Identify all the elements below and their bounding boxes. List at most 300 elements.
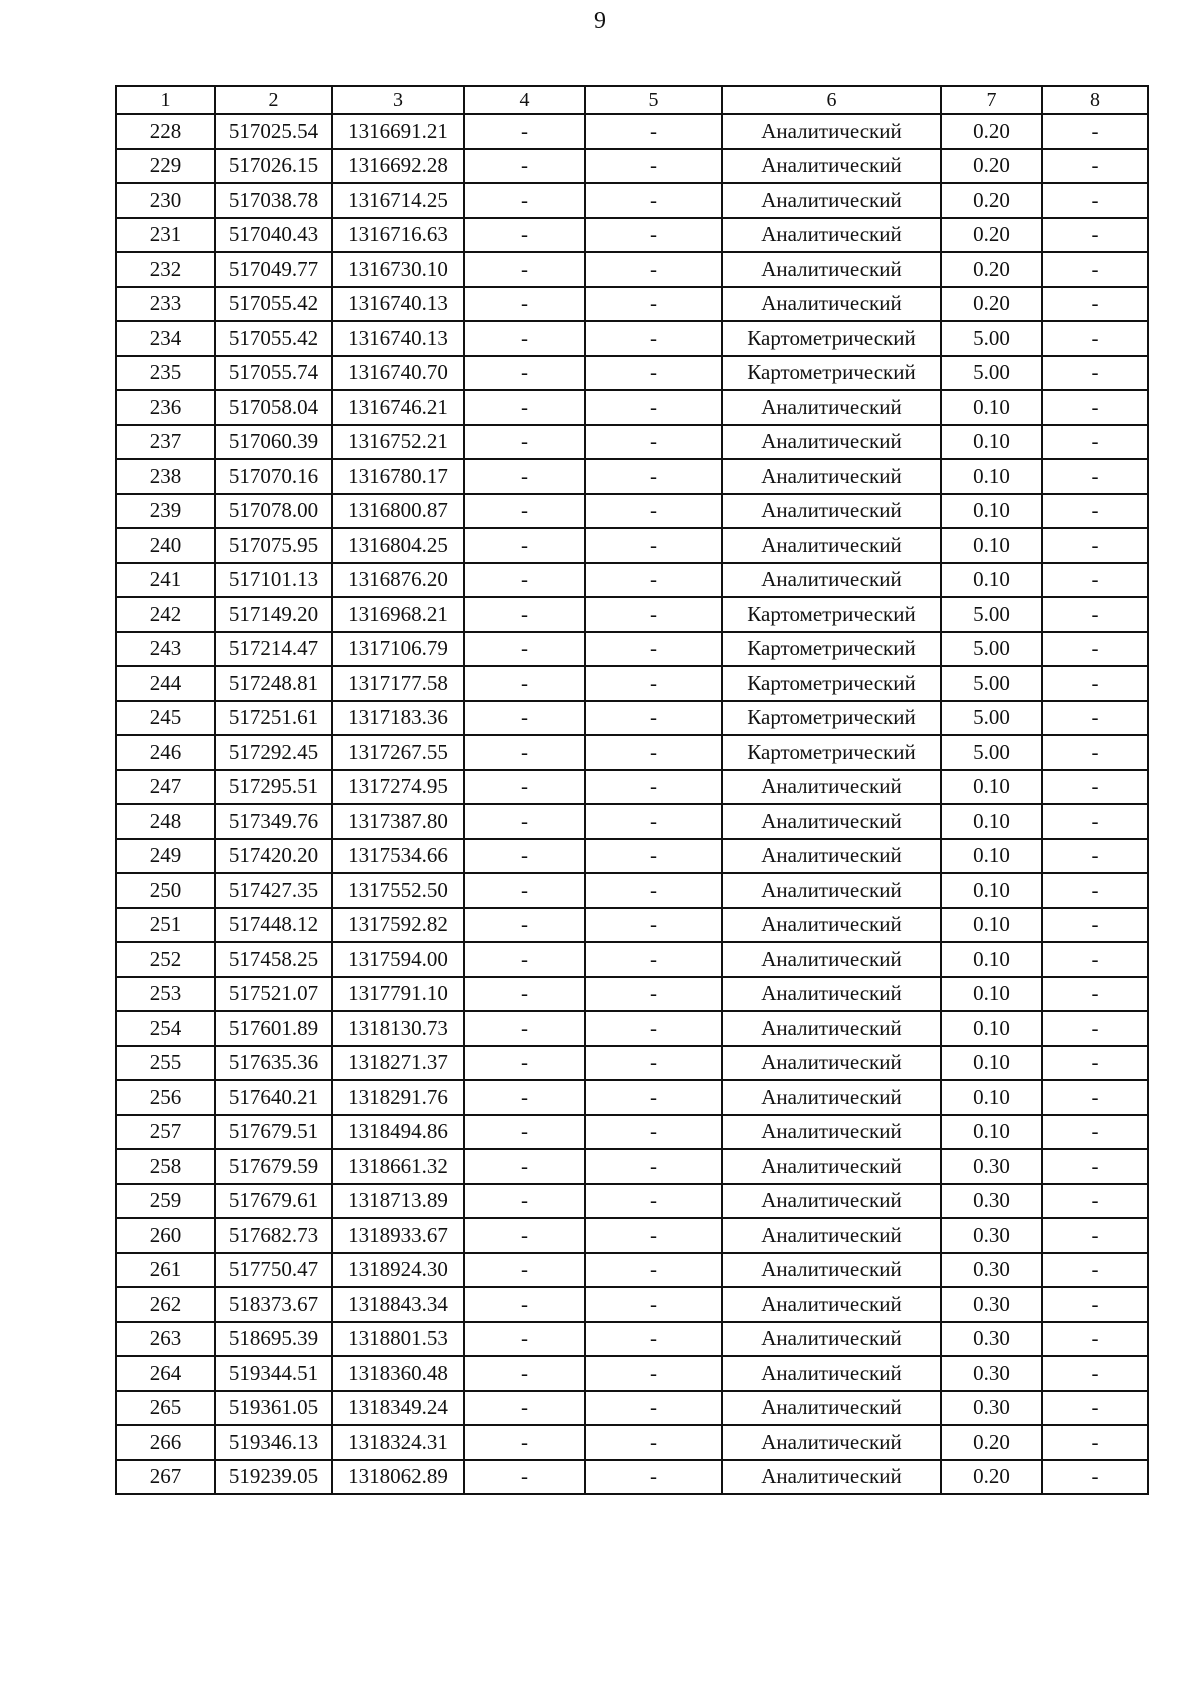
col-8-cell: - — [1042, 1391, 1148, 1426]
method-cell: Аналитический — [722, 218, 941, 253]
col-5-cell: - — [585, 666, 722, 701]
point-number-cell: 259 — [116, 1184, 215, 1219]
method-cell: Аналитический — [722, 1046, 941, 1081]
y-coordinate-cell: 1317387.80 — [332, 804, 464, 839]
method-cell: Картометрический — [722, 321, 941, 356]
accuracy-cell: 0.10 — [941, 908, 1042, 943]
col-8-cell: - — [1042, 908, 1148, 943]
col-8-cell: - — [1042, 494, 1148, 529]
point-number-cell: 265 — [116, 1391, 215, 1426]
x-coordinate-cell: 519344.51 — [215, 1356, 332, 1391]
header-row — [116, 86, 1148, 114]
point-number-cell: 264 — [116, 1356, 215, 1391]
point-number-cell: 243 — [116, 632, 215, 667]
col-4-cell: - — [464, 666, 585, 701]
col-5-cell: - — [585, 1149, 722, 1184]
x-coordinate-cell: 517448.12 — [215, 908, 332, 943]
table-row — [116, 666, 1148, 701]
y-coordinate-cell: 1318360.48 — [332, 1356, 464, 1391]
y-coordinate-cell: 1317592.82 — [332, 908, 464, 943]
y-coordinate-cell: 1316780.17 — [332, 459, 464, 494]
x-coordinate-cell: 517055.42 — [215, 287, 332, 322]
col-4-cell: - — [464, 321, 585, 356]
col-4-cell: - — [464, 390, 585, 425]
table-row — [116, 770, 1148, 805]
point-number-cell: 246 — [116, 735, 215, 770]
method-cell: Аналитический — [722, 873, 941, 908]
y-coordinate-cell: 1318324.31 — [332, 1425, 464, 1460]
col-8-cell: - — [1042, 1011, 1148, 1046]
accuracy-cell: 0.20 — [941, 252, 1042, 287]
col-4-cell: - — [464, 1425, 585, 1460]
y-coordinate-cell: 1317552.50 — [332, 873, 464, 908]
col-4-cell: - — [464, 1046, 585, 1081]
col-4-cell: - — [464, 908, 585, 943]
col-5-cell: - — [585, 908, 722, 943]
y-coordinate-cell: 1316746.21 — [332, 390, 464, 425]
col-5-cell: - — [585, 735, 722, 770]
method-cell: Аналитический — [722, 1425, 941, 1460]
x-coordinate-cell: 517248.81 — [215, 666, 332, 701]
point-number-cell: 261 — [116, 1253, 215, 1288]
column-header: 7 — [941, 86, 1042, 114]
point-number-cell: 241 — [116, 563, 215, 598]
y-coordinate-cell: 1318713.89 — [332, 1184, 464, 1219]
point-number-cell: 245 — [116, 701, 215, 736]
table-row — [116, 701, 1148, 736]
point-number-cell: 236 — [116, 390, 215, 425]
table-body — [116, 114, 1148, 1494]
accuracy-cell: 0.20 — [941, 1425, 1042, 1460]
table-row — [116, 114, 1148, 149]
column-header: 3 — [332, 86, 464, 114]
method-cell: Аналитический — [722, 770, 941, 805]
col-8-cell: - — [1042, 390, 1148, 425]
table-row — [116, 942, 1148, 977]
x-coordinate-cell: 519239.05 — [215, 1460, 332, 1495]
method-cell: Аналитический — [722, 252, 941, 287]
accuracy-cell: 0.30 — [941, 1391, 1042, 1426]
point-number-cell: 249 — [116, 839, 215, 874]
table-row — [116, 1322, 1148, 1357]
col-5-cell: - — [585, 1425, 722, 1460]
accuracy-cell: 5.00 — [941, 597, 1042, 632]
point-number-cell: 248 — [116, 804, 215, 839]
col-4-cell: - — [464, 632, 585, 667]
y-coordinate-cell: 1316692.28 — [332, 149, 464, 184]
col-4-cell: - — [464, 597, 585, 632]
col-4-cell: - — [464, 1149, 585, 1184]
x-coordinate-cell: 517420.20 — [215, 839, 332, 874]
x-coordinate-cell: 517427.35 — [215, 873, 332, 908]
y-coordinate-cell: 1316740.13 — [332, 287, 464, 322]
table-row — [116, 1287, 1148, 1322]
accuracy-cell: 0.10 — [941, 1080, 1042, 1115]
point-number-cell: 263 — [116, 1322, 215, 1357]
method-cell: Картометрический — [722, 701, 941, 736]
col-4-cell: - — [464, 873, 585, 908]
x-coordinate-cell: 517682.73 — [215, 1218, 332, 1253]
x-coordinate-cell: 517750.47 — [215, 1253, 332, 1288]
x-coordinate-cell: 519361.05 — [215, 1391, 332, 1426]
col-8-cell: - — [1042, 770, 1148, 805]
x-coordinate-cell: 517679.61 — [215, 1184, 332, 1219]
col-4-cell: - — [464, 494, 585, 529]
x-coordinate-cell: 517214.47 — [215, 632, 332, 667]
point-number-cell: 237 — [116, 425, 215, 460]
col-8-cell: - — [1042, 183, 1148, 218]
point-number-cell: 228 — [116, 114, 215, 149]
point-number-cell: 242 — [116, 597, 215, 632]
accuracy-cell: 0.20 — [941, 287, 1042, 322]
method-cell: Аналитический — [722, 1149, 941, 1184]
x-coordinate-cell: 517040.43 — [215, 218, 332, 253]
accuracy-cell: 0.10 — [941, 563, 1042, 598]
x-coordinate-cell: 517055.74 — [215, 356, 332, 391]
col-5-cell: - — [585, 287, 722, 322]
point-number-cell: 234 — [116, 321, 215, 356]
col-8-cell: - — [1042, 1287, 1148, 1322]
point-number-cell: 233 — [116, 287, 215, 322]
accuracy-cell: 5.00 — [941, 701, 1042, 736]
col-8-cell: - — [1042, 459, 1148, 494]
col-8-cell: - — [1042, 1115, 1148, 1150]
col-5-cell: - — [585, 597, 722, 632]
col-5-cell: - — [585, 770, 722, 805]
col-5-cell: - — [585, 1322, 722, 1357]
x-coordinate-cell: 517458.25 — [215, 942, 332, 977]
method-cell: Аналитический — [722, 804, 941, 839]
col-8-cell: - — [1042, 528, 1148, 563]
x-coordinate-cell: 518695.39 — [215, 1322, 332, 1357]
page-number: 9 — [594, 8, 606, 34]
x-coordinate-cell: 518373.67 — [215, 1287, 332, 1322]
y-coordinate-cell: 1318843.34 — [332, 1287, 464, 1322]
point-number-cell: 254 — [116, 1011, 215, 1046]
col-5-cell: - — [585, 1046, 722, 1081]
col-5-cell: - — [585, 804, 722, 839]
col-8-cell: - — [1042, 1149, 1148, 1184]
x-coordinate-cell: 517078.00 — [215, 494, 332, 529]
method-cell: Аналитический — [722, 528, 941, 563]
col-8-cell: - — [1042, 1080, 1148, 1115]
y-coordinate-cell: 1316691.21 — [332, 114, 464, 149]
method-cell: Аналитический — [722, 1356, 941, 1391]
col-5-cell: - — [585, 494, 722, 529]
accuracy-cell: 0.20 — [941, 1460, 1042, 1495]
table-row — [116, 597, 1148, 632]
y-coordinate-cell: 1317183.36 — [332, 701, 464, 736]
col-4-cell: - — [464, 1218, 585, 1253]
col-8-cell: - — [1042, 839, 1148, 874]
col-8-cell: - — [1042, 114, 1148, 149]
table-row — [116, 873, 1148, 908]
accuracy-cell: 0.30 — [941, 1322, 1042, 1357]
accuracy-cell: 0.20 — [941, 114, 1042, 149]
table-row — [116, 735, 1148, 770]
table-row — [116, 356, 1148, 391]
accuracy-cell: 0.10 — [941, 528, 1042, 563]
col-4-cell: - — [464, 1253, 585, 1288]
col-8-cell: - — [1042, 804, 1148, 839]
x-coordinate-cell: 517292.45 — [215, 735, 332, 770]
accuracy-cell: 0.10 — [941, 839, 1042, 874]
point-number-cell: 230 — [116, 183, 215, 218]
col-5-cell: - — [585, 1391, 722, 1426]
accuracy-cell: 0.30 — [941, 1149, 1042, 1184]
accuracy-cell: 0.10 — [941, 425, 1042, 460]
point-number-cell: 238 — [116, 459, 215, 494]
column-header: 1 — [116, 86, 215, 114]
col-5-cell: - — [585, 942, 722, 977]
accuracy-cell: 0.10 — [941, 494, 1042, 529]
col-4-cell: - — [464, 287, 585, 322]
table-row — [116, 218, 1148, 253]
accuracy-cell: 0.30 — [941, 1184, 1042, 1219]
y-coordinate-cell: 1318801.53 — [332, 1322, 464, 1357]
col-5-cell: - — [585, 873, 722, 908]
col-4-cell: - — [464, 425, 585, 460]
method-cell: Аналитический — [722, 977, 941, 1012]
accuracy-cell: 0.30 — [941, 1356, 1042, 1391]
y-coordinate-cell: 1316740.70 — [332, 356, 464, 391]
col-4-cell: - — [464, 563, 585, 598]
accuracy-cell: 5.00 — [941, 735, 1042, 770]
method-cell: Картометрический — [722, 735, 941, 770]
col-4-cell: - — [464, 770, 585, 805]
col-4-cell: - — [464, 252, 585, 287]
point-number-cell: 251 — [116, 908, 215, 943]
x-coordinate-cell: 517060.39 — [215, 425, 332, 460]
accuracy-cell: 0.20 — [941, 183, 1042, 218]
col-5-cell: - — [585, 390, 722, 425]
y-coordinate-cell: 1316730.10 — [332, 252, 464, 287]
col-5-cell: - — [585, 114, 722, 149]
accuracy-cell: 0.10 — [941, 770, 1042, 805]
table-row — [116, 494, 1148, 529]
table-row — [116, 425, 1148, 460]
x-coordinate-cell: 517640.21 — [215, 1080, 332, 1115]
col-5-cell: - — [585, 149, 722, 184]
point-number-cell: 267 — [116, 1460, 215, 1495]
col-4-cell: - — [464, 183, 585, 218]
point-number-cell: 253 — [116, 977, 215, 1012]
x-coordinate-cell: 517679.59 — [215, 1149, 332, 1184]
col-8-cell: - — [1042, 321, 1148, 356]
col-8-cell: - — [1042, 1460, 1148, 1495]
y-coordinate-cell: 1317177.58 — [332, 666, 464, 701]
x-coordinate-cell: 517049.77 — [215, 252, 332, 287]
col-5-cell: - — [585, 1011, 722, 1046]
col-8-cell: - — [1042, 425, 1148, 460]
y-coordinate-cell: 1317534.66 — [332, 839, 464, 874]
table-row — [116, 632, 1148, 667]
col-4-cell: - — [464, 114, 585, 149]
col-5-cell: - — [585, 1460, 722, 1495]
method-cell: Аналитический — [722, 942, 941, 977]
col-8-cell: - — [1042, 149, 1148, 184]
col-5-cell: - — [585, 252, 722, 287]
point-number-cell: 262 — [116, 1287, 215, 1322]
col-8-cell: - — [1042, 597, 1148, 632]
table-row — [116, 149, 1148, 184]
method-cell: Аналитический — [722, 563, 941, 598]
col-5-cell: - — [585, 701, 722, 736]
y-coordinate-cell: 1316752.21 — [332, 425, 464, 460]
accuracy-cell: 0.10 — [941, 804, 1042, 839]
accuracy-cell: 5.00 — [941, 321, 1042, 356]
point-number-cell: 252 — [116, 942, 215, 977]
col-4-cell: - — [464, 942, 585, 977]
method-cell: Аналитический — [722, 114, 941, 149]
method-cell: Картометрический — [722, 597, 941, 632]
accuracy-cell: 0.30 — [941, 1218, 1042, 1253]
col-4-cell: - — [464, 735, 585, 770]
accuracy-cell: 0.30 — [941, 1253, 1042, 1288]
point-number-cell: 247 — [116, 770, 215, 805]
col-4-cell: - — [464, 839, 585, 874]
method-cell: Аналитический — [722, 839, 941, 874]
method-cell: Картометрический — [722, 666, 941, 701]
y-coordinate-cell: 1318924.30 — [332, 1253, 464, 1288]
y-coordinate-cell: 1317267.55 — [332, 735, 464, 770]
col-8-cell: - — [1042, 218, 1148, 253]
x-coordinate-cell: 517055.42 — [215, 321, 332, 356]
table-row — [116, 390, 1148, 425]
accuracy-cell: 0.20 — [941, 218, 1042, 253]
column-header: 8 — [1042, 86, 1148, 114]
col-8-cell: - — [1042, 1425, 1148, 1460]
col-5-cell: - — [585, 1218, 722, 1253]
table-row — [116, 1080, 1148, 1115]
x-coordinate-cell: 517251.61 — [215, 701, 332, 736]
col-8-cell: - — [1042, 1322, 1148, 1357]
method-cell: Аналитический — [722, 1184, 941, 1219]
method-cell: Аналитический — [722, 183, 941, 218]
method-cell: Аналитический — [722, 1391, 941, 1426]
col-8-cell: - — [1042, 287, 1148, 322]
col-5-cell: - — [585, 218, 722, 253]
col-8-cell: - — [1042, 1356, 1148, 1391]
accuracy-cell: 0.10 — [941, 942, 1042, 977]
y-coordinate-cell: 1318130.73 — [332, 1011, 464, 1046]
point-number-cell: 235 — [116, 356, 215, 391]
col-8-cell: - — [1042, 942, 1148, 977]
table-row — [116, 1425, 1148, 1460]
method-cell: Картометрический — [722, 356, 941, 391]
col-4-cell: - — [464, 1322, 585, 1357]
point-number-cell: 255 — [116, 1046, 215, 1081]
y-coordinate-cell: 1316714.25 — [332, 183, 464, 218]
y-coordinate-cell: 1318494.86 — [332, 1115, 464, 1150]
x-coordinate-cell: 517038.78 — [215, 183, 332, 218]
method-cell: Аналитический — [722, 1218, 941, 1253]
x-coordinate-cell: 519346.13 — [215, 1425, 332, 1460]
table-row — [116, 1356, 1148, 1391]
y-coordinate-cell: 1317791.10 — [332, 977, 464, 1012]
method-cell: Аналитический — [722, 1460, 941, 1495]
col-5-cell: - — [585, 321, 722, 356]
col-4-cell: - — [464, 218, 585, 253]
col-4-cell: - — [464, 528, 585, 563]
col-5-cell: - — [585, 528, 722, 563]
y-coordinate-cell: 1316804.25 — [332, 528, 464, 563]
col-4-cell: - — [464, 1391, 585, 1426]
point-number-cell: 266 — [116, 1425, 215, 1460]
col-4-cell: - — [464, 1115, 585, 1150]
column-header: 4 — [464, 86, 585, 114]
table-row — [116, 977, 1148, 1012]
col-5-cell: - — [585, 183, 722, 218]
method-cell: Аналитический — [722, 1011, 941, 1046]
table-row — [116, 1391, 1148, 1426]
col-4-cell: - — [464, 1184, 585, 1219]
point-number-cell: 239 — [116, 494, 215, 529]
x-coordinate-cell: 517058.04 — [215, 390, 332, 425]
x-coordinate-cell: 517349.76 — [215, 804, 332, 839]
column-header: 6 — [722, 86, 941, 114]
y-coordinate-cell: 1317594.00 — [332, 942, 464, 977]
y-coordinate-cell: 1318349.24 — [332, 1391, 464, 1426]
table-row — [116, 908, 1148, 943]
table-row — [116, 1011, 1148, 1046]
table-row — [116, 563, 1148, 598]
y-coordinate-cell: 1316800.87 — [332, 494, 464, 529]
table-row — [116, 1253, 1148, 1288]
point-number-cell: 231 — [116, 218, 215, 253]
y-coordinate-cell: 1318271.37 — [332, 1046, 464, 1081]
table-row — [116, 804, 1148, 839]
x-coordinate-cell: 517101.13 — [215, 563, 332, 598]
method-cell: Аналитический — [722, 459, 941, 494]
col-4-cell: - — [464, 1287, 585, 1322]
y-coordinate-cell: 1316716.63 — [332, 218, 464, 253]
accuracy-cell: 0.10 — [941, 1115, 1042, 1150]
method-cell: Аналитический — [722, 149, 941, 184]
x-coordinate-cell: 517025.54 — [215, 114, 332, 149]
col-5-cell: - — [585, 1115, 722, 1150]
method-cell: Аналитический — [722, 1287, 941, 1322]
col-8-cell: - — [1042, 252, 1148, 287]
col-8-cell: - — [1042, 563, 1148, 598]
table-row — [116, 459, 1148, 494]
col-5-cell: - — [585, 459, 722, 494]
method-cell: Аналитический — [722, 425, 941, 460]
col-5-cell: - — [585, 1184, 722, 1219]
accuracy-cell: 0.30 — [941, 1287, 1042, 1322]
col-4-cell: - — [464, 356, 585, 391]
col-8-cell: - — [1042, 873, 1148, 908]
table-row — [116, 839, 1148, 874]
point-number-cell: 257 — [116, 1115, 215, 1150]
x-coordinate-cell: 517075.95 — [215, 528, 332, 563]
col-4-cell: - — [464, 701, 585, 736]
y-coordinate-cell: 1317274.95 — [332, 770, 464, 805]
col-4-cell: - — [464, 1356, 585, 1391]
col-8-cell: - — [1042, 666, 1148, 701]
y-coordinate-cell: 1316740.13 — [332, 321, 464, 356]
y-coordinate-cell: 1318933.67 — [332, 1218, 464, 1253]
table-row — [116, 252, 1148, 287]
method-cell: Аналитический — [722, 1253, 941, 1288]
col-5-cell: - — [585, 1356, 722, 1391]
x-coordinate-cell: 517635.36 — [215, 1046, 332, 1081]
col-4-cell: - — [464, 804, 585, 839]
col-5-cell: - — [585, 1253, 722, 1288]
col-8-cell: - — [1042, 701, 1148, 736]
method-cell: Картометрический — [722, 632, 941, 667]
x-coordinate-cell: 517601.89 — [215, 1011, 332, 1046]
